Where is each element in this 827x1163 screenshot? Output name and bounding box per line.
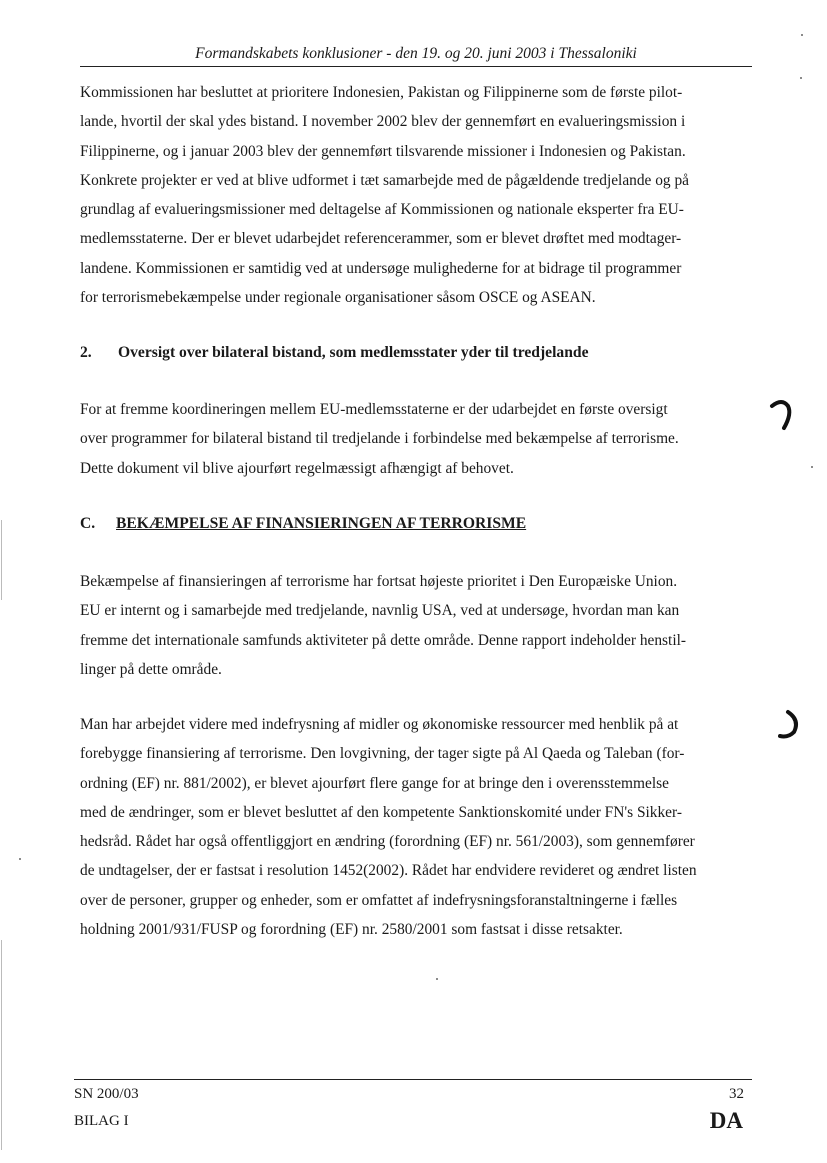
text-line: holdning 2001/931/FUSP og forordning (EF) nr. 2580/2001 som fastsat i disse retsakter. xyxy=(80,921,623,939)
text-line: for terrorismebekæmpelse under regionale organisationer såsom OSCE og ASEAN. xyxy=(80,289,596,307)
paragraph-asset-freezing xyxy=(80,710,746,944)
text-line: lande, hvortil der skal ydes bistand. I november 2002 blev der gennemført en evalueringsmission i xyxy=(80,113,686,131)
text-line: landene. Kommissionen er samtidig ved at undersøge mulighederne for at bidrage til programmer xyxy=(80,259,682,277)
text-line: med de ændringer, som er blevet besluttet af den kompetente Sanktionskomité under FN's Sikker- xyxy=(80,803,682,821)
scan-speck xyxy=(19,858,21,860)
paragraph-pilot-countries xyxy=(80,78,746,312)
paragraph-financing-priority xyxy=(80,567,746,684)
text-line: Filippinerne, og i januar 2003 blev der gennemført tilsvarende missioner i Indonesien og Pakistan. xyxy=(80,142,686,160)
scan-speck xyxy=(436,978,438,980)
text-line: medlemsstaterne. Der er blevet udarbejdet referencerammer, som er blevet drøftet med modtager- xyxy=(80,230,682,248)
text-line: fremme det internationale samfunds aktiviteter på dette område. Denne rapport indeholder henstil- xyxy=(80,631,686,649)
text-line: ordning (EF) nr. 881/2002), er blevet ajourført flere gange for at bringe den i overensstemmelse xyxy=(80,774,669,792)
scan-speck xyxy=(800,77,802,79)
running-header: Formandskabets konklusioner - den 19. og 20. juni 2003 i Thessaloniki xyxy=(80,44,752,67)
text-line: Bekæmpelse af finansieringen af terrorisme har fortsat højeste prioritet i Den Europæiske Union. xyxy=(80,573,678,590)
text-line: over de personer, grupper og enheder, som er omfattet af indefrysningsforanstaltningerne i fælles xyxy=(80,891,678,909)
text-line: Kommissionen har besluttet at prioritere Indonesien, Pakistan og Filippinerne som de første pilot- xyxy=(80,84,683,101)
page-number: 32 xyxy=(729,1086,744,1102)
text-line: Dette dokument vil blive ajourført regelmæssigt afhængigt af behovet. xyxy=(80,459,514,477)
document-reference: SN 200/03 xyxy=(74,1086,139,1102)
scan-speck xyxy=(811,466,813,468)
binder-hole-mark xyxy=(778,708,806,742)
section-number: 2. xyxy=(80,344,92,361)
text-line: EU er internt og i samarbejde med tredjelande, navnlig USA, ved at undersøge, hvordan man kan xyxy=(80,602,680,620)
paragraph-bilateral-overview xyxy=(80,395,746,483)
language-code: DA xyxy=(709,1108,743,1133)
section-heading-c xyxy=(80,513,526,535)
section-letter: C. xyxy=(80,515,96,532)
text-line: de undtagelser, der er fastsat i resolution 1452(2002). Rådet har endvidere revideret og ændret listen xyxy=(80,862,697,880)
section-heading-2 xyxy=(80,342,589,364)
footer-rule xyxy=(74,1079,752,1080)
text-line: Konkrete projekter er ved at blive udformet i tæt samarbejde med de pågældende tredjelande og på xyxy=(80,171,689,189)
section-title: Oversigt over bilateral bistand, som medlemsstater yder til tredjelande xyxy=(118,344,589,361)
binder-hole-mark xyxy=(768,398,796,432)
text-line: For at fremme koordineringen mellem EU-medlemsstaterne er der udarbejdet en første oversigt xyxy=(80,401,668,418)
section-title: BEKÆMPELSE AF FINANSIERINGEN AF TERRORISME xyxy=(116,515,527,532)
text-line: over programmer for bilateral bistand til tredjelande i forbindelse med bekæmpelse af terrorisme. xyxy=(80,430,679,448)
scan-speck xyxy=(801,34,803,36)
text-line: hedsråd. Rådet har også offentliggjort en ændring (forordning (EF) nr. 561/2003), som gennemfører xyxy=(80,833,695,851)
text-line: Man har arbejdet videre med indefrysning af midler og økonomiske ressourcer med henblik på at xyxy=(80,716,679,733)
annex-label: BILAG I xyxy=(74,1113,129,1129)
text-line: linger på dette område. xyxy=(80,660,222,678)
scan-margin-shadow xyxy=(1,940,2,1150)
scan-margin-shadow xyxy=(1,520,2,600)
text-line: grundlag af evalueringsmissioner med deltagelse af Kommissionen og nationale eksperter fra EU- xyxy=(80,201,684,219)
text-line: forebygge finansiering af terrorisme. Den lovgivning, der tager sigte på Al Qaeda og Taleban (for- xyxy=(80,745,685,763)
